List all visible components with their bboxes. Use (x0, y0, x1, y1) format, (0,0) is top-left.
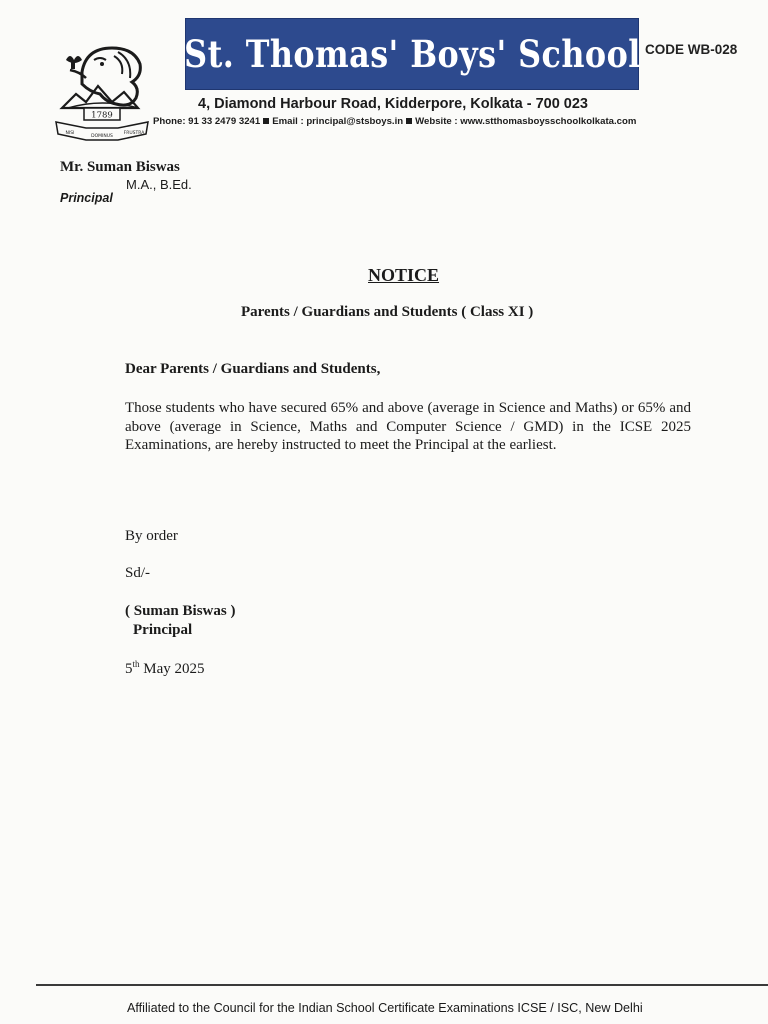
date-day: 5 (125, 661, 133, 677)
school-crest (52, 42, 152, 142)
school-address: 4, Diamond Harbour Road, Kidderpore, Kolkata - 700 023 (198, 96, 588, 112)
date-suffix: th (132, 659, 140, 669)
footer-divider (36, 984, 768, 986)
signatory-name: ( Suman Biswas ) (125, 603, 236, 619)
crest-motto-left: NISI (65, 131, 75, 136)
principal-name: Mr. Suman Biswas (60, 159, 180, 175)
school-name-banner (185, 18, 639, 90)
separator-square-icon (406, 118, 412, 124)
notice-body: Those students who have secured 65% and above (average in Science and Maths) or 65% and above (average in Science, Maths and Computer Science / GMD) in the ICSE 2025 Examinations, are hereby instructed to meet the Principal at the earliest. (125, 400, 691, 453)
email-text: Email : principal@stsboys.in (272, 116, 404, 127)
school-name: St. Thomas' Boys' School (183, 32, 641, 76)
signature-mark: Sd/- (125, 565, 151, 581)
footer-affiliation: Affiliated to the Council for the Indian School Certificate Examinations ICSE / ISC, New Delhi (127, 1001, 643, 1015)
crest-year: 1789 (91, 110, 113, 121)
crest-icon (52, 42, 152, 142)
principal-title: Principal (60, 191, 113, 205)
website-text: Website : www.stthomasboysschoolkolkata.com (415, 116, 637, 127)
contact-line (153, 116, 636, 127)
crest-motto-center: DOMINUS (91, 134, 113, 139)
school-code: CODE WB-028 (645, 42, 738, 57)
notice-subheading: Parents / Guardians and Students ( Class XI ) (241, 304, 534, 320)
notice-title: NOTICE (368, 265, 440, 285)
crest-motto-right: FRUSTRA (123, 131, 145, 136)
principal-qualifications: M.A., B.Ed. (126, 177, 192, 192)
signatory-title: Principal (133, 622, 193, 638)
date-rest: May 2025 (139, 661, 205, 677)
by-order: By order (125, 528, 178, 544)
notice-date (125, 659, 205, 678)
salutation: Dear Parents / Guardians and Students, (125, 361, 381, 377)
phone-text: Phone: 91 33 2479 3241 (153, 116, 261, 127)
separator-square-icon (263, 118, 269, 124)
